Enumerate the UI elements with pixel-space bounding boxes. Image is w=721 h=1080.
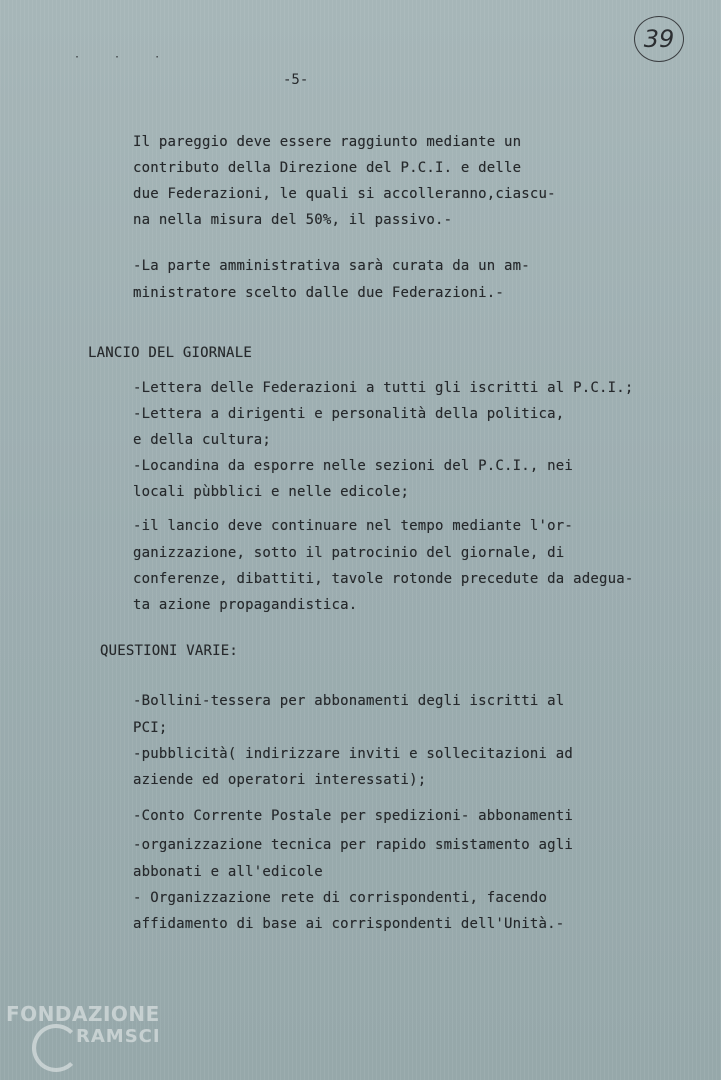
text-line: Il pareggio deve essere raggiunto mediante un bbox=[133, 134, 522, 150]
page-number: -5- bbox=[283, 72, 309, 88]
text-line: -Bollini-tessera per abbonamenti degli iscritti al bbox=[133, 693, 565, 709]
text-line: abbonati e all'edicole bbox=[133, 864, 323, 880]
text-line: affidamento di base ai corrispondenti dell'Unità.- bbox=[133, 916, 565, 932]
text-line: e della cultura; bbox=[133, 432, 272, 448]
text-line: due Federazioni, le quali si accolleranno,ciascu- bbox=[133, 186, 556, 202]
text-line: locali pùbblici e nelle edicole; bbox=[133, 484, 410, 500]
text-line: PCI; bbox=[133, 720, 168, 736]
top-marks: · · · bbox=[74, 52, 175, 63]
g-logo-icon bbox=[32, 1024, 80, 1072]
watermark-text: FONDAZIONE bbox=[6, 1002, 160, 1026]
text-line: -il lancio deve continuare nel tempo mediante l'or- bbox=[133, 518, 574, 534]
text-line: -Locandina da esporre nelle sezioni del P.C.I., nei bbox=[133, 458, 574, 474]
text-line: contributo della Direzione del P.C.I. e delle bbox=[133, 160, 522, 176]
text-line: ta azione propagandistica. bbox=[133, 597, 358, 613]
watermark-text: RAMSCI bbox=[76, 1026, 161, 1047]
text-line: na nella misura del 50%, il passivo.- bbox=[133, 212, 453, 228]
section-heading-questioni: QUESTIONI VARIE: bbox=[100, 643, 239, 659]
text-line: - Organizzazione rete di corrispondenti, facendo bbox=[133, 890, 548, 906]
text-line: -organizzazione tecnica per rapido smistamento agli bbox=[133, 837, 574, 853]
text-line: -Conto Corrente Postale per spedizioni- abbonamenti bbox=[133, 808, 574, 824]
text-line: aziende ed operatori interessati); bbox=[133, 772, 427, 788]
text-line: conferenze, dibattiti, tavole rotonde precedute da adegua- bbox=[133, 571, 634, 587]
section-heading-lancio: LANCIO DEL GIORNALE bbox=[88, 345, 252, 361]
text-line: -Lettera delle Federazioni a tutti gli iscritti al P.C.I.; bbox=[133, 380, 634, 396]
text-line: -La parte amministrativa sarà curata da un am- bbox=[133, 258, 530, 274]
text-line: ganizzazione, sotto il patrocinio del giornale, di bbox=[133, 545, 565, 561]
fondazione-gramsci-watermark bbox=[6, 996, 186, 1076]
text-line: -Lettera a dirigenti e personalità della politica, bbox=[133, 406, 565, 422]
text-line: ministratore scelto dalle due Federazioni.- bbox=[133, 285, 505, 301]
text-line: -pubblicità( indirizzare inviti e sollecitazioni ad bbox=[133, 746, 574, 762]
archive-number-stamp: 39 bbox=[634, 16, 684, 62]
